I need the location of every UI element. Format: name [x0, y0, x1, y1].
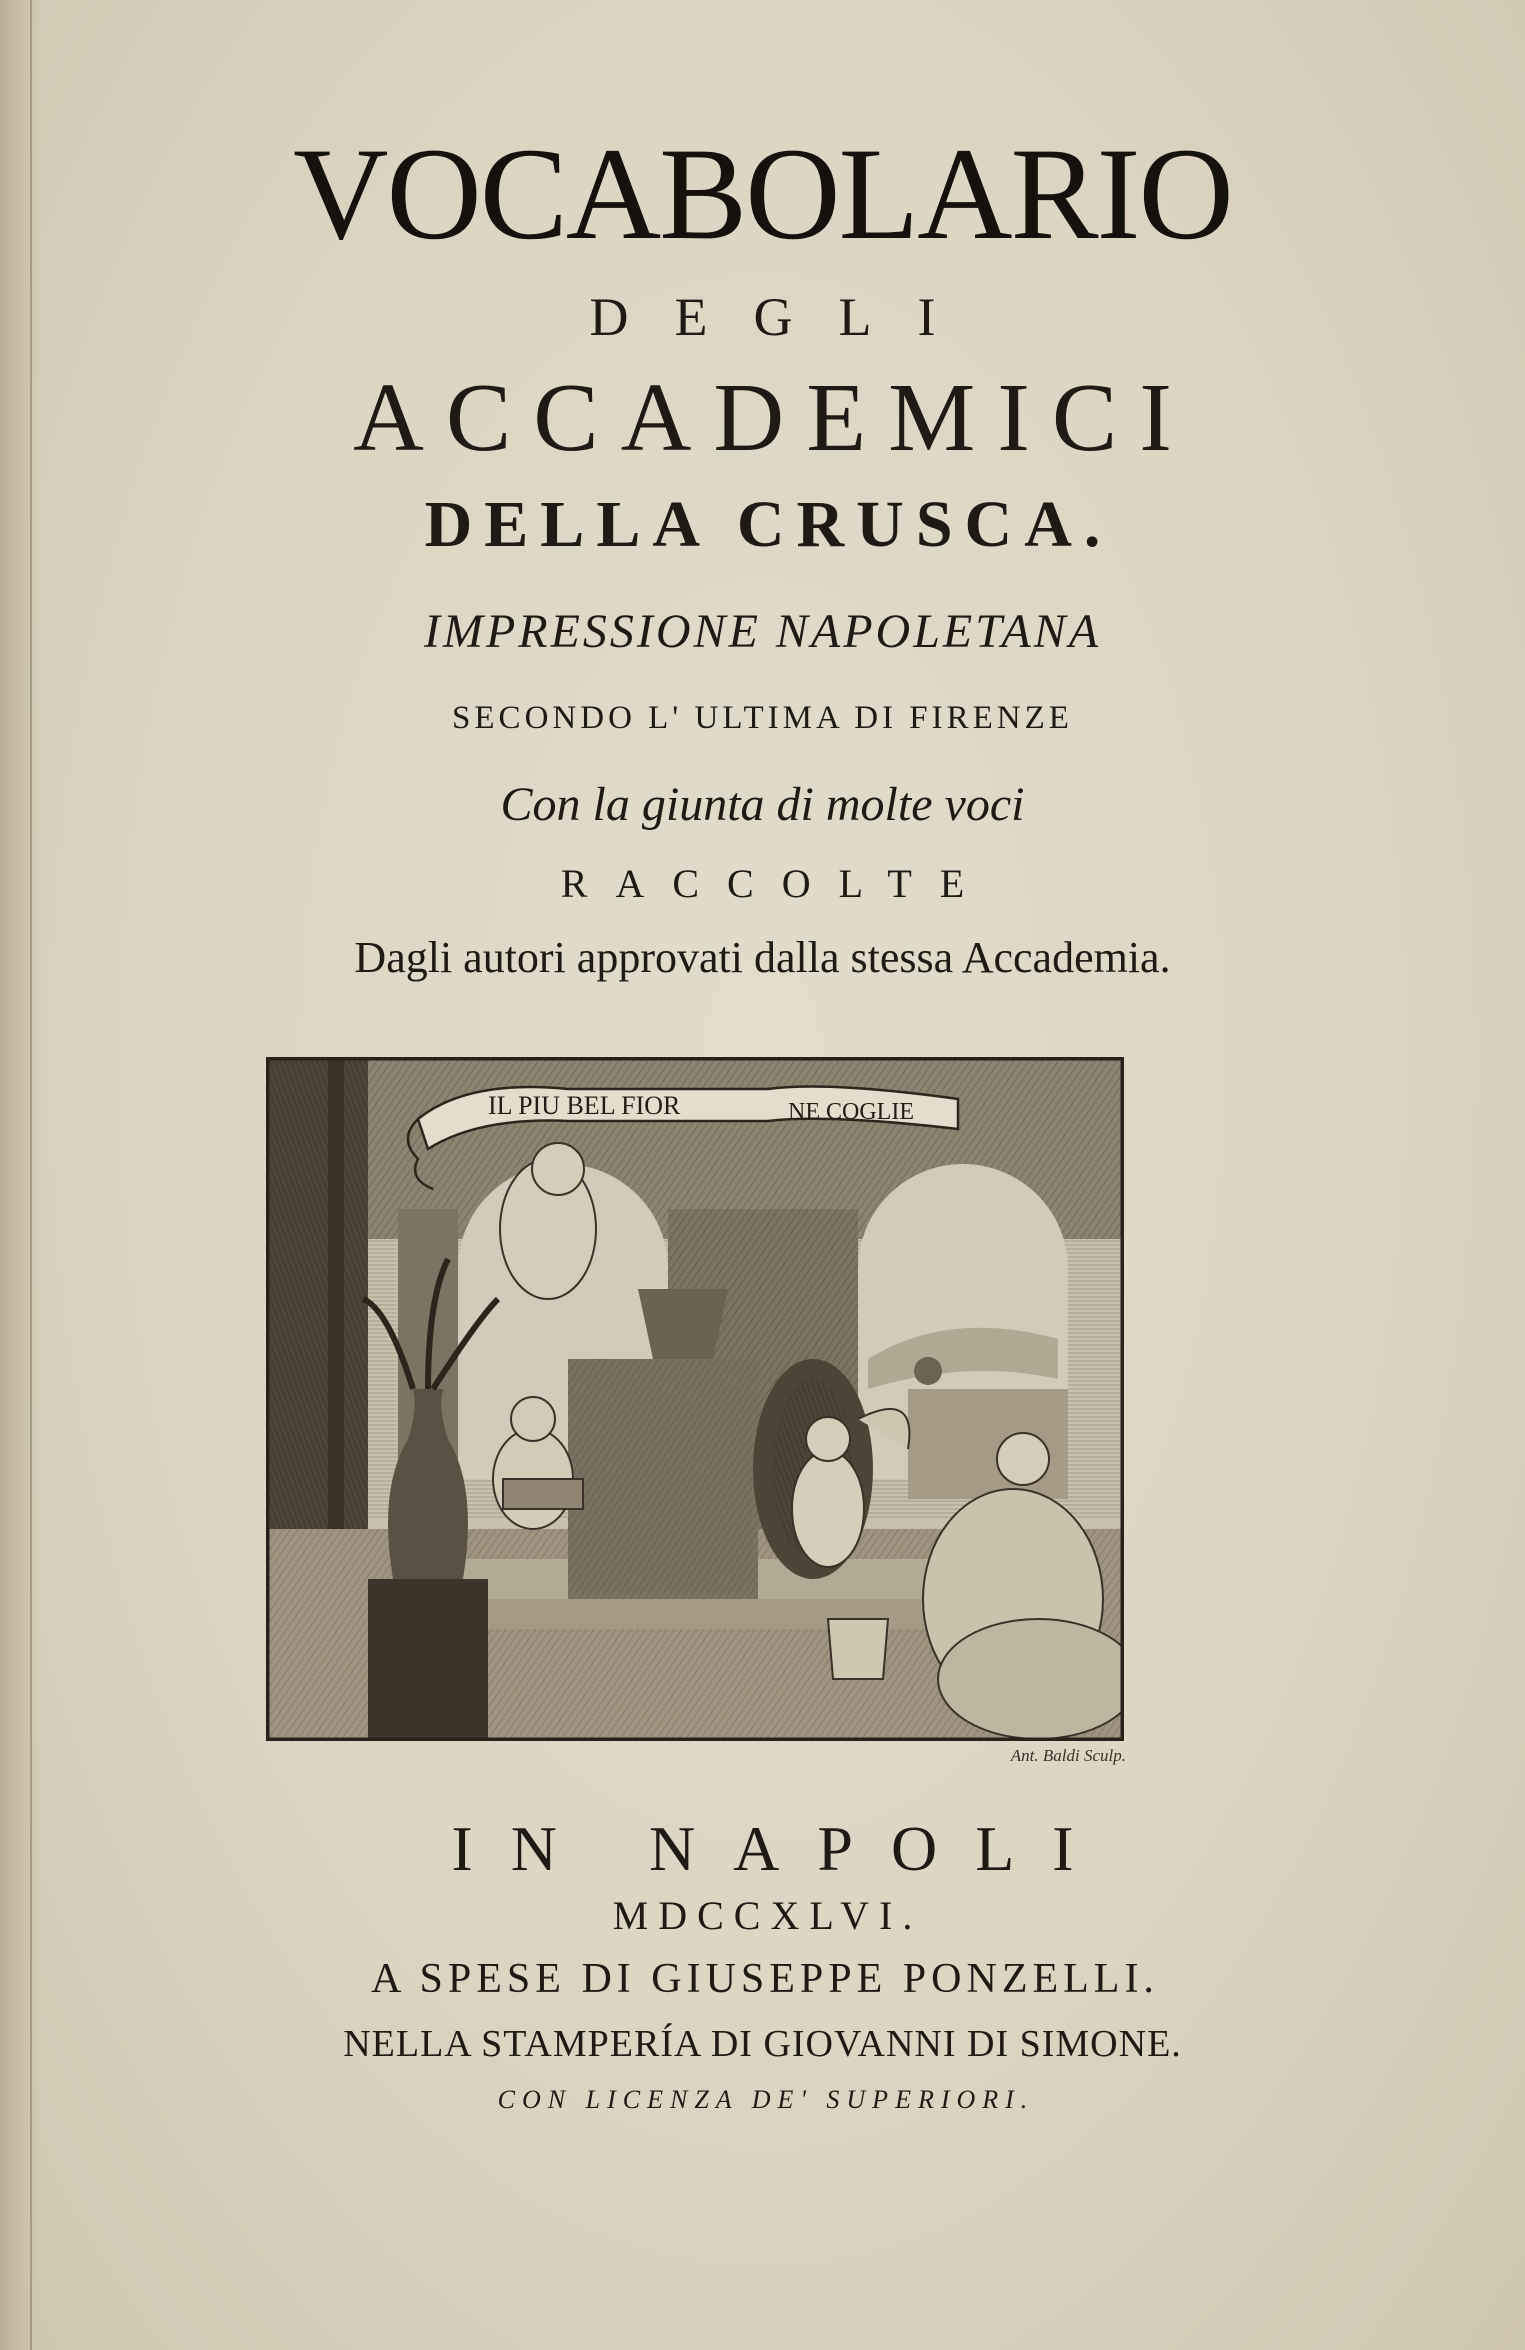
engraving-motto-right: NE COGLIE — [788, 1099, 914, 1125]
imprint-printer: NELLA STAMPERÍA DI GIOVANNI DI SIMONE. — [343, 2023, 1182, 2065]
imprint-licence: CON LICENZA DE' SUPERIORI. — [497, 2085, 1035, 2114]
imprint-publisher: A SPESE DI GIUSEPPE PONZELLI. — [371, 1956, 1159, 2002]
engraving-scene — [268, 1059, 1122, 1739]
title-vocabolario: VOCABOLARIO — [293, 120, 1232, 267]
imprint-place: IN NAPOLI — [451, 1813, 1112, 1884]
edition-giunta: Con la giunta di molte voci — [500, 778, 1025, 831]
engraving-motto-left: IL PIU BEL FIOR — [488, 1091, 681, 1120]
engraving-illustration — [266, 1057, 1124, 1741]
title-degli: DEGLI — [589, 287, 982, 347]
edition-raccolte: RACCOLTE — [560, 861, 993, 906]
title-accademici: ACCADEMICI — [353, 364, 1194, 472]
imprint-year: MDCCXLVI. — [612, 1893, 923, 1938]
edition-secondo: SECONDO L' ULTIMA DI FIRENZE — [452, 700, 1073, 736]
edition-impressione: IMPRESSIONE NAPOLETANA — [423, 605, 1102, 658]
engraver-credit: Ant. Baldi Sculp. — [1010, 1746, 1126, 1765]
edition-dagli: Dagli autori approvati dalla stessa Accademia. — [354, 933, 1171, 982]
title-della-crusca: DELLA CRUSCA. — [424, 488, 1113, 561]
